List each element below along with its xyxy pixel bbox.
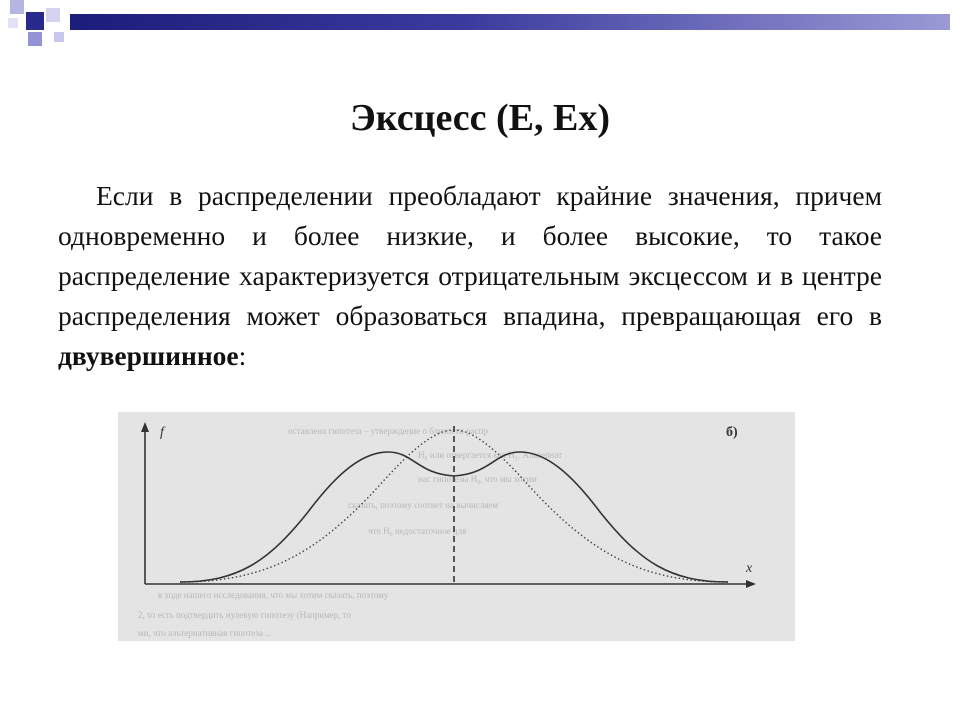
background-text-line: H₀ или отвергается как H₁. Альтернат: [418, 450, 563, 460]
x-axis-arrow: [746, 580, 756, 588]
paragraph-bold-word: двувершинное: [58, 340, 239, 371]
header-bar: [70, 14, 950, 30]
decor-square: [46, 8, 60, 22]
x-axis-label: x: [746, 561, 753, 576]
background-text-line: сказать, поэтому соответ на вычисляем: [348, 500, 499, 510]
y-axis-label: f: [160, 425, 164, 440]
paragraph-tail: :: [238, 340, 247, 371]
decor-square: [26, 12, 44, 30]
slide-title: Эксцесс (E, Ex): [349, 97, 611, 139]
background-text-line: что H₀ недостаточное для: [368, 526, 467, 536]
background-text-line: нас гипотезы H₀, что мы хотим: [418, 474, 537, 484]
decor-square: [8, 18, 18, 28]
background-text-line: в ходе нашего исследования, что мы хотим сказать, поэтому: [158, 590, 389, 600]
decor-square: [10, 0, 24, 14]
slide-paragraph: [58, 176, 882, 376]
background-text-line: 2, то есть подтвердить нулевую гипотезу (Например, то: [138, 610, 352, 620]
decor-square: [28, 32, 42, 46]
paragraph-text: Если в распределении преобладают крайние значения, причем одновременно и более низкие, и более высокие, то такое распределение характеризуется отрицательным эксцессом и в центре распределения может образоваться впадина, превращающая его в: [58, 180, 882, 331]
y-axis-arrow: [141, 422, 149, 432]
distribution-figure: [118, 412, 795, 641]
decor-square: [54, 32, 64, 42]
distribution-plot: [118, 412, 795, 641]
background-text-line: оставлена гипотеза – утверждение о близости распр: [288, 426, 488, 436]
background-text-line: ми, что альтернативная гипотеза ...: [138, 628, 272, 638]
panel-label: б): [726, 425, 738, 440]
